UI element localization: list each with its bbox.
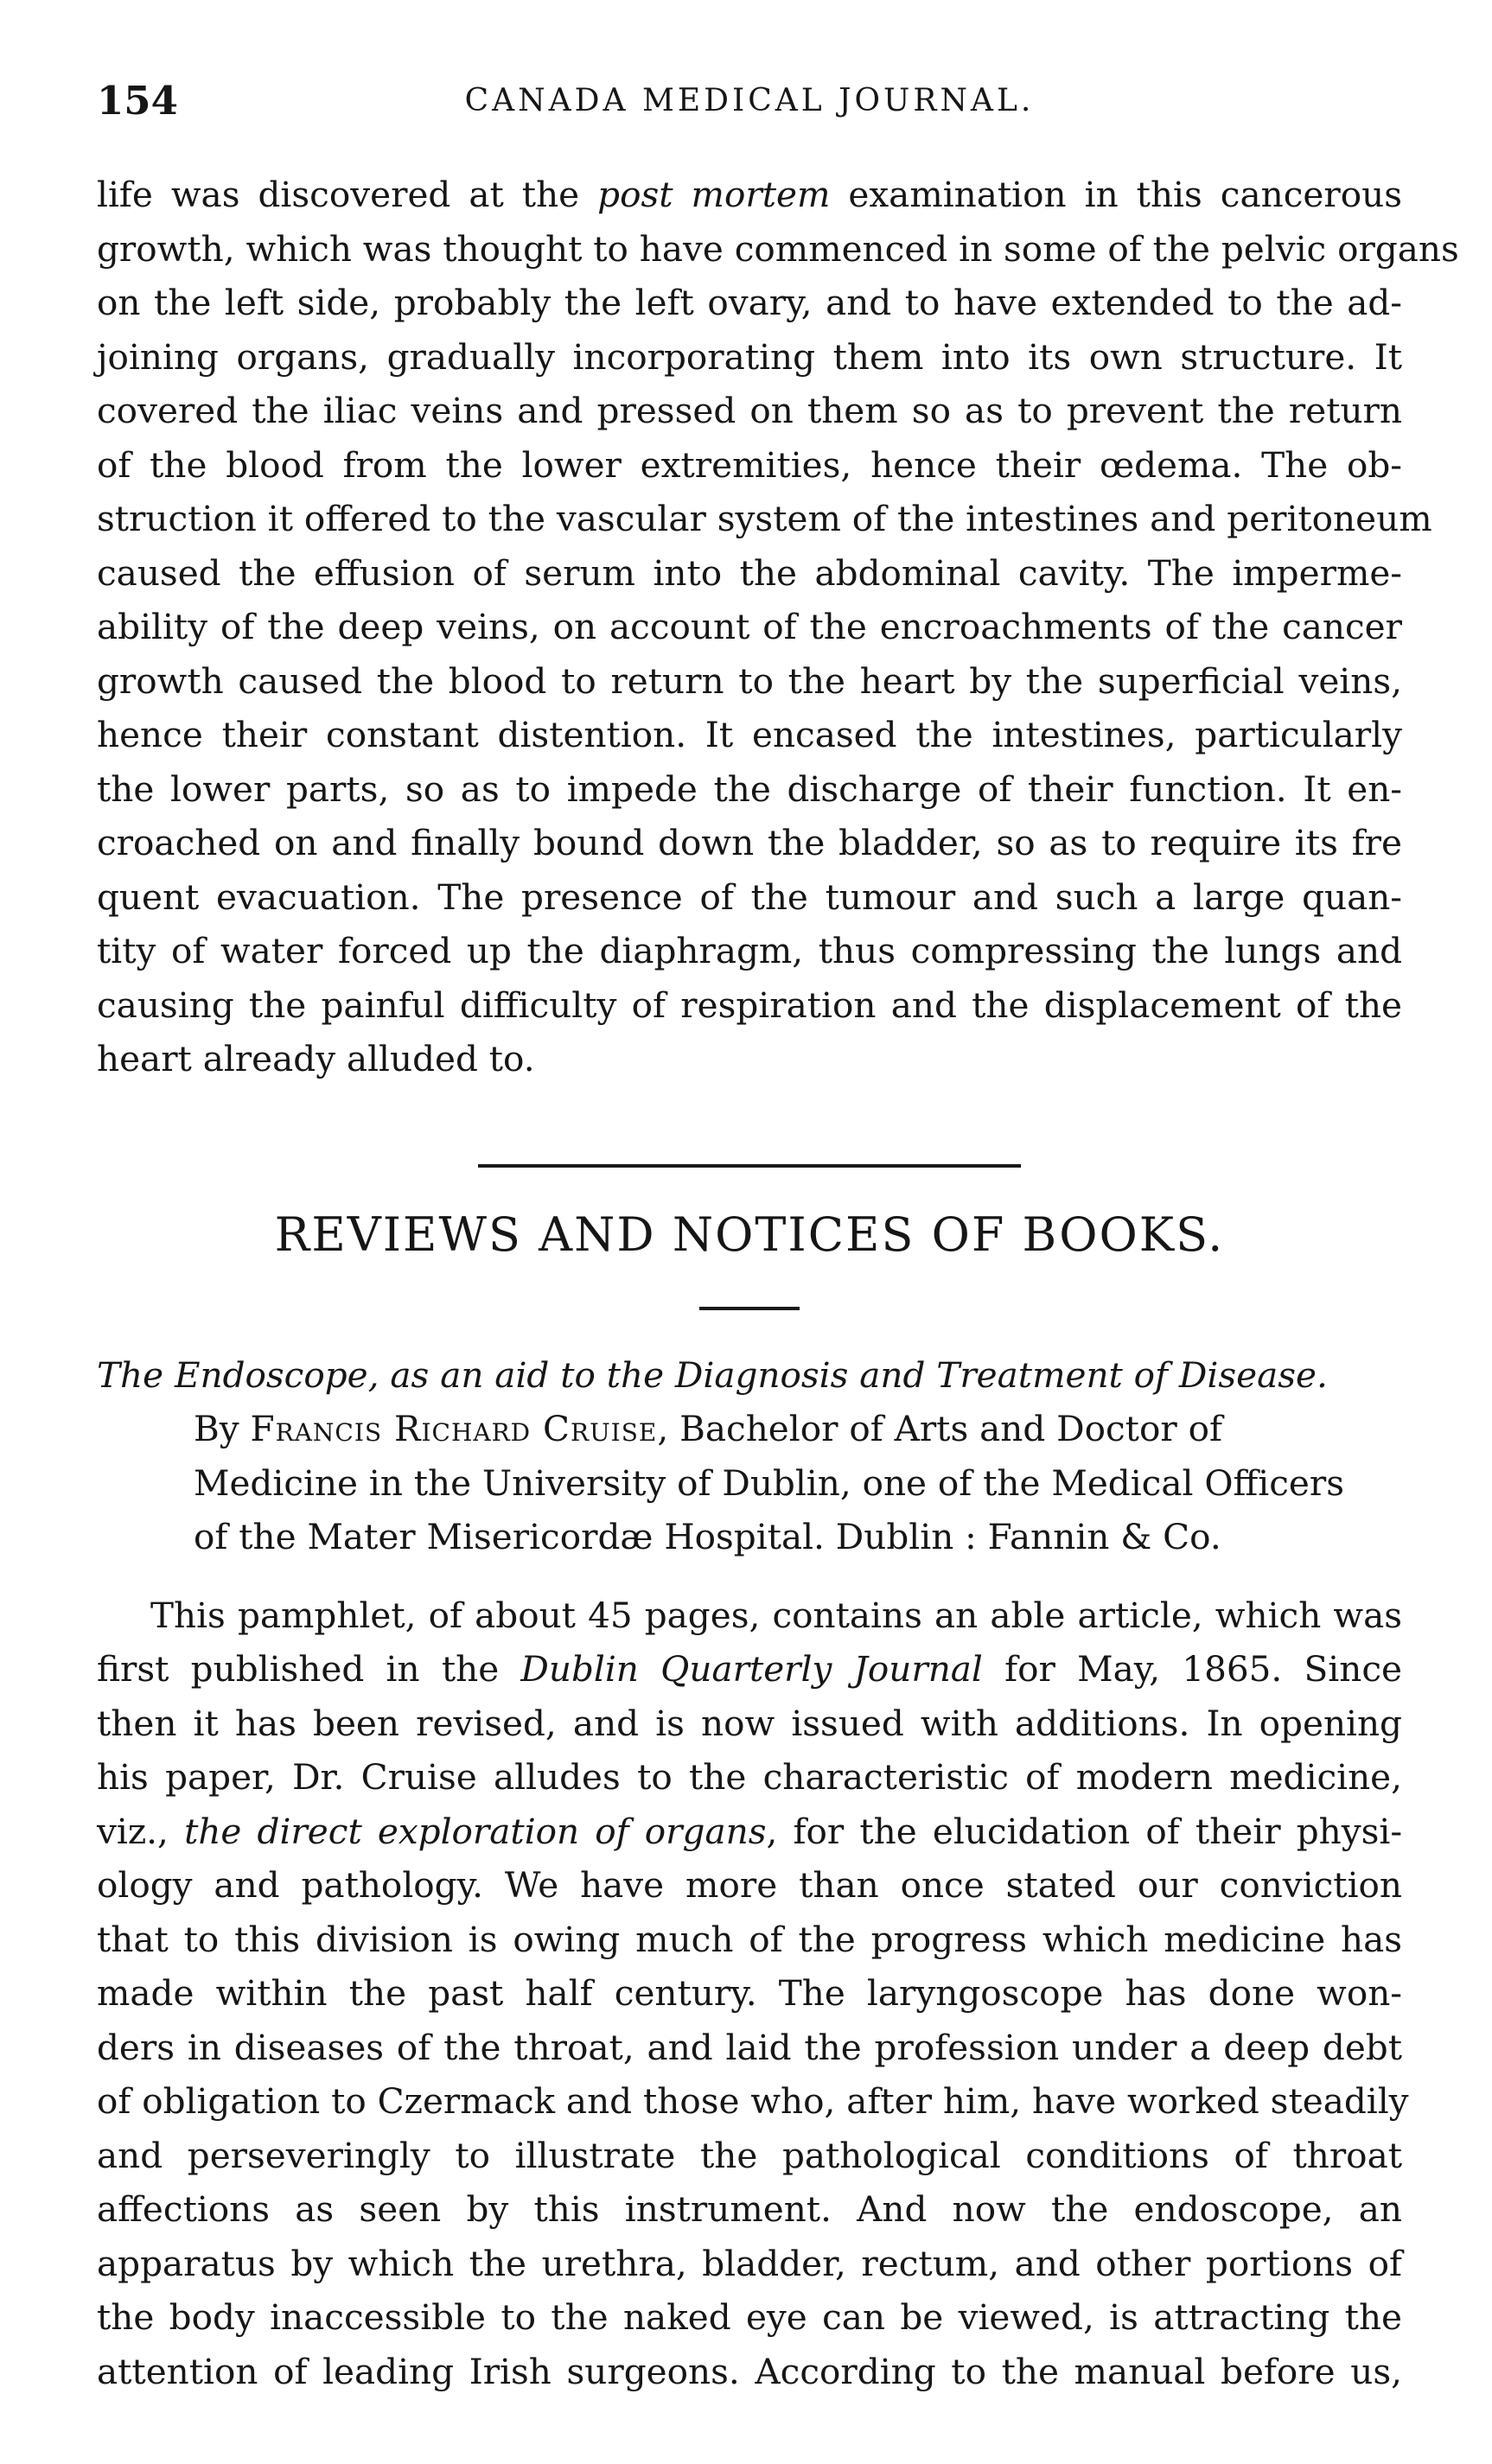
text-line: his paper, Dr. Cruise alludes to the characteristic of modern medicine, [97,1756,1402,1798]
text-line: tity of water forced up the diaphragm, thus compressing the lungs and [97,930,1402,971]
book-byline: Medicine in the University of Dublin, one of the Medical Officers [194,1461,1345,1504]
text-line: struction it offered to the vascular system of the intestines and peritoneum [97,498,1432,539]
text-line: quent evacuation. The presence of the tumour and such a large quan- [97,875,1402,918]
continuation-paragraph [97,168,1459,1086]
text-line: growth caused the blood to return to the heart by the superficial veins, [97,659,1402,702]
text-line: on the left side, probably the left ovary, and to have extended to the ad- [97,282,1402,323]
running-head [97,78,1402,147]
section-title: REVIEWS AND NOTICES OF BOOKS. [274,1207,1225,1262]
journal-page [97,78,1459,2398]
text-line: made within the past half century. The laryngoscope has done won- [97,1972,1402,2014]
book-byline: By Francis Richard Cruise, Bachelor of Arts and Doctor of [194,1408,1222,1449]
journal-title: CANADA MEDICAL JOURNAL. [464,83,1035,118]
text-line: and perseveringly to illustrate the pathological conditions of throat [97,2134,1402,2176]
italic-phrase: post mortem [597,174,831,215]
text-line: causing the painful difficulty of respiration and the displacement of the [97,984,1402,1026]
text-line: of the blood from the lower extremities, hence their œdema. The ob- [97,443,1402,486]
text-line: the lower parts, so as to impede the discharge of their function. It en- [97,767,1402,810]
section-divider-rule [478,1164,1021,1168]
book-title: The Endoscope, as an aid to the Diagnosis and Treatment of Disease. [97,1353,1328,1396]
text-line: ders in diseases of the throat, and laid the profession under a deep debt [97,2026,1402,2068]
text-line: This pamphlet, of about 45 pages, contains an able article, which was [150,1594,1402,1636]
text-line: then it has been revised, and is now issued with additions. In opening [97,1702,1402,1744]
text-line: ability of the deep veins, on account of the encroachments of the cancer [97,606,1402,647]
text-line: life was discovered at the post mortem examination in this cancerous [97,174,1402,215]
text-line: apparatus by which the urethra, bladder, rectum, and other portions of [97,2242,1402,2284]
text-line: croached on and finally bound down the bladder, so as to require its fre [97,822,1402,863]
text-line: hence their constant distention. It encased the intestines, particularly [97,714,1402,755]
text-line: growth, which was thought to have commenced in some of the pelvic organs [97,227,1459,270]
text-line: affections as seen by this instrument. And now the endoscope, an [97,2188,1402,2230]
review-citation [97,1348,1402,1564]
review-paragraph [97,1589,1409,2399]
author-name: Francis Richard Cruise [250,1408,658,1449]
text-line: the body inaccessible to the naked eye can be viewed, is attracting the [97,2296,1402,2338]
text-line: viz., the direct exploration of organs, for the elucidation of their physi- [97,1810,1403,1852]
text-line: joining organs, gradually incorporating them into its own structure. It [97,335,1402,378]
book-publisher: of the Mater Misericordæ Hospital. Dublin : Fannin & Co. [194,1516,1221,1557]
text-line: that to this division is owing much of the progress which medicine has [97,1918,1402,1960]
text-line: first published in the Dublin Quarterly Journal for May, 1865. Since [97,1648,1402,1690]
text-line: of obligation to Czermack and those who, after him, have worked steadily [97,2080,1409,2122]
text-line: ology and pathology. We have more than once stated our conviction [97,1864,1402,1906]
short-divider-rule [699,1307,800,1310]
text-line: covered the iliac veins and pressed on them so as to prevent the return [97,390,1402,431]
page-number: 154 [97,78,178,124]
text-line: heart already alluded to. [97,1038,535,1079]
journal-name: Dublin Quarterly Journal [520,1648,983,1690]
text-line: caused the effusion of serum into the abdominal cavity. The imperme- [97,551,1402,594]
text-line: attention of leading Irish surgeons. According to the manual before us, [97,2350,1402,2392]
italic-phrase: the direct exploration of organs [184,1810,767,1852]
